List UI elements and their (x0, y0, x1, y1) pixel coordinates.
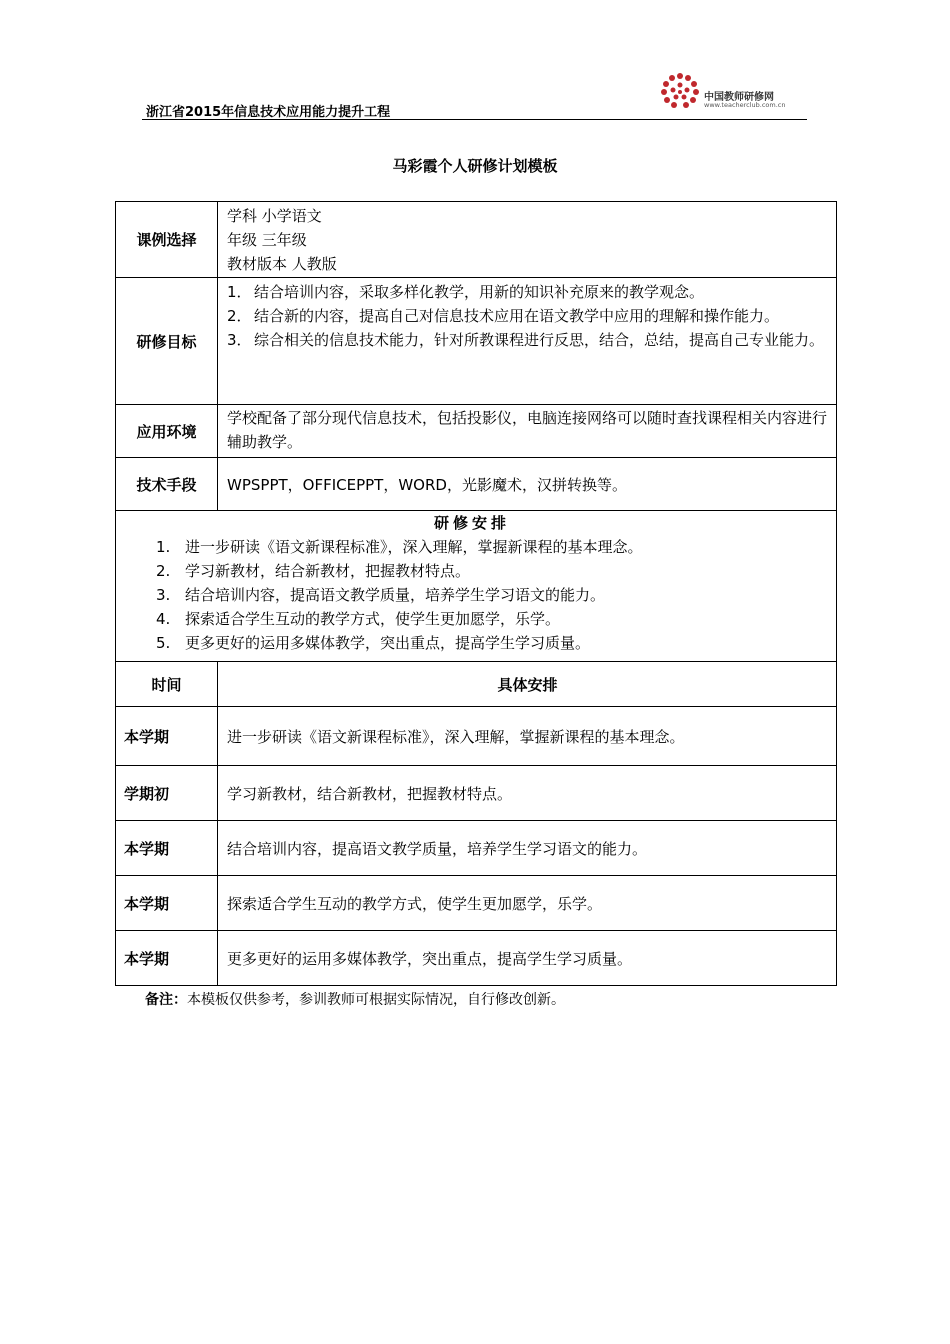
schedule-row (116, 876, 836, 931)
environment-text: 学校配备了部分现代信息技术，包括投影仪，电脑连接网络可以随时查找课程相关内容进行辅助教学。 (227, 409, 828, 451)
logo-name: 中国教师研修网 (704, 92, 774, 103)
footnote-label: 备注： (145, 992, 187, 1008)
plan-item: 4. 探索适合学生互动的教学方式，使学生更加愿学，乐学。 (156, 610, 561, 628)
plan-title: 研修安排 (433, 514, 510, 532)
schedule-row (116, 707, 836, 766)
goals-label: 研修目标 (116, 278, 218, 404)
tools-text: WPSPPT，OFFICEPPT，WORD，光影魔术，汉拼转换等。 (227, 475, 627, 494)
goals-content (218, 278, 836, 404)
plan-item: 2. 学习新教材，结合新教材，把握教材特点。 (156, 562, 471, 580)
header-project-title: 浙江省2015年信息技术应用能力提升工程 (146, 105, 391, 120)
footnote-text: 本模板仅供参考，参训教师可根据实际情况，自行修改创新。 (187, 992, 565, 1008)
plan-table (115, 201, 837, 986)
course-label: 课例选择 (116, 202, 218, 277)
flower-logo-icon (656, 70, 704, 116)
schedule-row (116, 931, 836, 985)
schedule-detail: 进一步研读《语文新课程标准》，深入理解，掌握新课程的基本理念。 (227, 727, 685, 746)
schedule-row (116, 766, 836, 821)
plan-item: 3. 结合培训内容，提高语文教学质量，培养学生学习语文的能力。 (156, 586, 606, 604)
schedule-row (116, 821, 836, 876)
schedule-detail-header: 具体安排 (497, 675, 558, 694)
course-subject: 学科 小学语文 (227, 207, 322, 225)
course-edition: 教材版本 人教版 (227, 255, 337, 273)
plan-row (116, 511, 836, 662)
header-divider (142, 119, 807, 120)
environment-row (116, 405, 836, 458)
plan-item: 1. 进一步研读《语文新课程标准》，深入理解，掌握新课程的基本理念。 (156, 538, 643, 556)
schedule-time-header: 时间 (116, 662, 218, 706)
plan-section (116, 511, 836, 661)
schedule-time: 本学期 (116, 707, 218, 765)
logo-url: www.teacherclub.com.cn (704, 101, 786, 109)
schedule-header-row (116, 662, 836, 707)
schedule-detail: 学习新教材，结合新教材，把握教材特点。 (227, 784, 513, 803)
schedule-detail: 更多更好的运用多媒体教学，突出重点，提高学生学习质量。 (227, 949, 633, 968)
course-content (218, 202, 836, 277)
schedule-time: 本学期 (116, 821, 218, 875)
environment-label: 应用环境 (116, 405, 218, 457)
schedule-detail: 结合培训内容，提高语文教学质量，培养学生学习语文的能力。 (227, 839, 648, 858)
goal-item: 3． 综合相关的信息技术能力，针对所教课程进行反思，结合，总结，提高自己专业能力。 (227, 331, 825, 349)
footnote (145, 989, 565, 1009)
course-row (116, 202, 836, 278)
schedule-time: 本学期 (116, 876, 218, 930)
goal-item: 2． 结合新的内容，提高自己对信息技术应用在语文教学中应用的理解和操作能力。 (227, 307, 780, 325)
teacherclub-logo (656, 70, 806, 116)
goals-row (116, 278, 836, 405)
tools-row (116, 458, 836, 511)
tools-label: 技术手段 (116, 458, 218, 510)
course-grade: 年级 三年级 (227, 231, 307, 249)
schedule-detail: 探索适合学生互动的教学方式，使学生更加愿学，乐学。 (227, 894, 603, 913)
document-title: 马彩霞个人研修计划模板 (392, 157, 558, 175)
plan-item: 5. 更多更好的运用多媒体教学，突出重点，提高学生学习质量。 (156, 634, 591, 652)
schedule-time: 本学期 (116, 931, 218, 985)
goal-item: 1． 结合培训内容，采取多样化教学，用新的知识补充原来的教学观念。 (227, 283, 705, 301)
schedule-time: 学期初 (116, 766, 218, 820)
